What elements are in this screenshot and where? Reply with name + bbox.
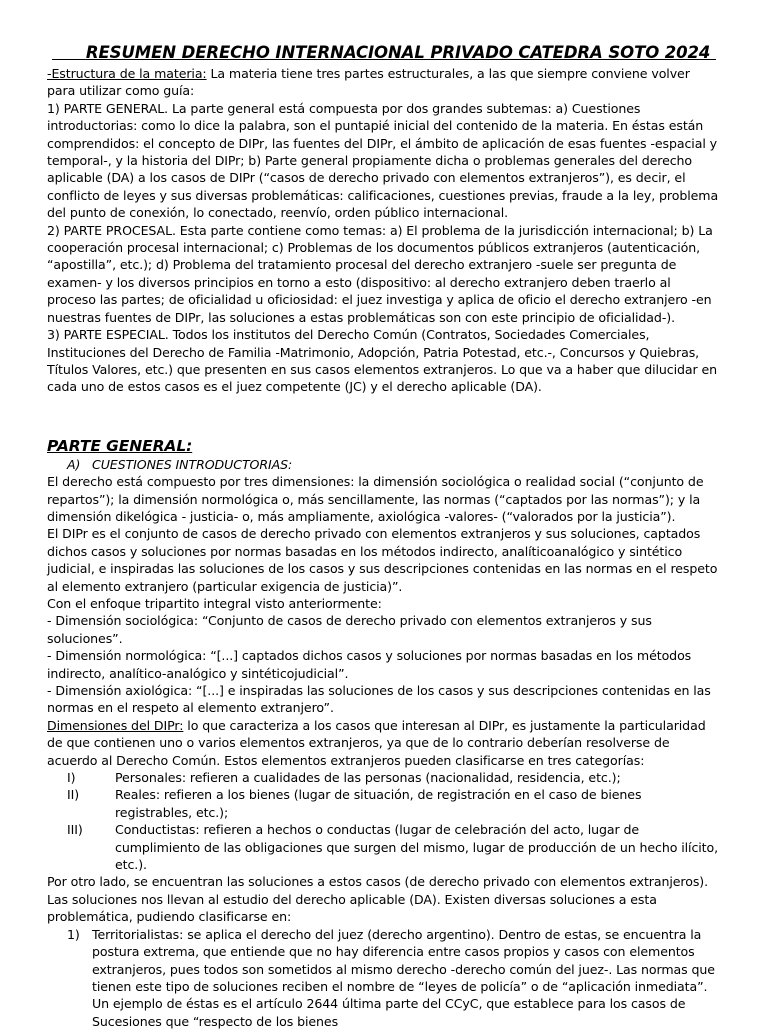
dims-dipr-paragraph xyxy=(47,717,721,769)
intro-heading: CUESTIONES INTRODUCTORIAS: xyxy=(92,456,293,472)
part-especial-paragraph: 3) PARTE ESPECIAL. Todos los institutos del Derecho Común (Contratos, Sociedades Comerciales, Instituciones del Derecho de Familia -Matrimonio, Adopción, Patria Potestad, etc.-, Concursos y Quiebras, Títulos Valores, etc.) que presenten en sus casos elementos extranjeros. Lo que va a haber que dilucidar en cada uno de estos casos es el juez competente (JC) y el derecho aplicable (DA). xyxy=(47,327,718,395)
list-item xyxy=(47,821,721,873)
intro-marker: A) xyxy=(67,456,81,472)
document-title: RESUMEN DERECHO INTERNACIONAL PRIVADO CATEDRA SOTO 2024 xyxy=(85,43,711,62)
dims-dipr-label: Dimensiones del DIPr: xyxy=(47,717,184,733)
dipr-definition-paragraph: El DIPr es el conjunto de casos de derecho privado con elementos extranjeros y sus soluciones, captados dichos casos y soluciones por normas basadas en los métodos indirecto, analíticoanalógico y sintético judicial, e inspiradas las soluciones de los casos y sus descripciones contenidas en las normas en el respeto al elemento extranjero (particular exigencia de justicia)”. xyxy=(47,526,718,594)
dimension-axiologica: - Dimensión axiológica: “[...] e inspiradas las soluciones de los casos y sus descripciones contenidas en las normas en el respeto al elemento extranjero”. xyxy=(47,683,711,716)
list-item xyxy=(47,769,721,786)
list-text: Personales: refieren a cualidades de las personas (nacionalidad, residencia, etc.); xyxy=(115,770,621,786)
part-general-paragraph: 1) PARTE GENERAL. La parte general está compuesta por dos grandes subtemas: a) Cuestiones introductorias: como lo dice la palabra, son el puntapié inicial del contenido de la materia. En éstas están comprendidos: el concepto de DIPr, las fuentes del DIPr, el ámbito de aplicación de esas fuentes -espacial y temporal-, y la historia del DIPr; b) Parte general propiamente dicha o problemas generales del derecho aplicable (DA) a los casos de DIPr (“casos de derecho privado con elementos extranjeros”), es decir, el conflicto de leyes y sus diversas problemáticas: calificaciones, cuestiones previas, fraude a la ley, problema del punto de conexión, lo conectado, reenvío, orden público internacional. xyxy=(47,100,719,221)
section-spacer xyxy=(47,396,721,436)
dimensions-paragraph: El derecho está compuesto por tres dimensiones: la dimensión sociológica o realidad social (“conjunto de repartos”); la dimensión normológica o, más sencillamente, las normas (“captados por las normas”); y la dimensión dikelógica - justicia- o, más ampliamente, axiológica -valores- (“valorados por la justicia”). xyxy=(47,474,704,524)
structure-text: La materia tiene tres partes estructurales, a las que siempre conviene volver para utilizar como guía: xyxy=(47,66,690,99)
tripartite-intro: Con el enfoque tripartito integral visto anteriormente: xyxy=(47,595,382,611)
list-item xyxy=(47,786,721,821)
list-item xyxy=(47,926,721,1030)
list-marker: III) xyxy=(67,822,83,838)
list-marker: 1) xyxy=(67,926,80,942)
part-procesal-paragraph: 2) PARTE PROCESAL. Esta parte contiene como temas: a) El problema de la jurisdicción internacional; b) La cooperación procesal internacional; c) Problemas de los documentos públicos extranjeros (autenticación, “apostilla”, etc.); d) Problema del tratamiento procesal del derecho extranjero -suele ser pregunta de examen- y los diversos principios en torno a esto (dispositivo: al derecho extranjero deben traerlo al proceso las partes; de oficialidad u oficiosidad: el juez investiga y aplica de oficio el derecho extranjero -en nuestras fuentes de DIPr, las soluciones a estas problemáticas son con este principio de oficialidad-). xyxy=(47,222,713,325)
list-text: Territorialistas: se aplica el derecho del juez (derecho argentino). Dentro de estas, se encuentra la postura extrema, que entiende que no hay diferencia entre casos propios y casos con elementos extranjeros, pues todos son sometidos al mismo derecho -derecho común del juez-. Las normas que tienen este tipo de soluciones reciben el nombre de “leyes de policía” o de “aplicación inmediata”. Un ejemplo de éstas es el artículo 2644 última parte del CCyC, que establece para los casos de Sucesiones que “respecto de los bienes xyxy=(92,926,715,1029)
intro-subheading xyxy=(47,456,721,473)
structure-paragraph xyxy=(47,65,721,100)
document-title-line xyxy=(47,42,721,64)
title-underline-trail xyxy=(710,43,716,62)
dimension-sociologica: - Dimensión sociológica: “Conjunto de casos de derecho privado con elementos extranjeros y sus soluciones”. xyxy=(47,613,652,646)
dimension-normologica: - Dimensión normológica: “[...] captados dichos casos y soluciones por normas basadas en los métodos indirecto, analítico-analógico y sintéticojudicial”. xyxy=(47,648,692,681)
dims-dipr-text: lo que caracteriza a los casos que interesan al DIPr, es justamente la particularidad de que contienen uno o varios elementos extranjeros, ya que de lo contrario deberían resolverse de acuerdo al Derecho Común. Estos elementos extranjeros pueden clasificarse en tres categorías: xyxy=(47,717,706,768)
structure-label: -Estructura de la materia: xyxy=(47,66,207,81)
list-text: Conductistas: refieren a hechos o conductas (lugar de celebración del acto, lugar de cumplimiento de las obligaciones que surgen del mismo, lugar de producción de un hecho ilícito, etc.). xyxy=(115,822,719,873)
title-underline-lead xyxy=(52,43,86,62)
list-marker: I) xyxy=(67,770,76,786)
list-marker: II) xyxy=(67,787,80,803)
solutions-paragraph: Por otro lado, se encuentran las soluciones a estos casos (de derecho privado con elementos extranjeros). Las soluciones nos llevan al estudio del derecho aplicable (DA). Existen diversas soluciones a esta problemática, pudiendo clasificarse en: xyxy=(47,874,709,925)
general-heading: PARTE GENERAL: xyxy=(47,436,193,455)
document-page xyxy=(47,42,721,1030)
list-text: Reales: refieren a los bienes (lugar de situación, de registración en el caso de bienes registrables, etc.); xyxy=(115,787,642,820)
